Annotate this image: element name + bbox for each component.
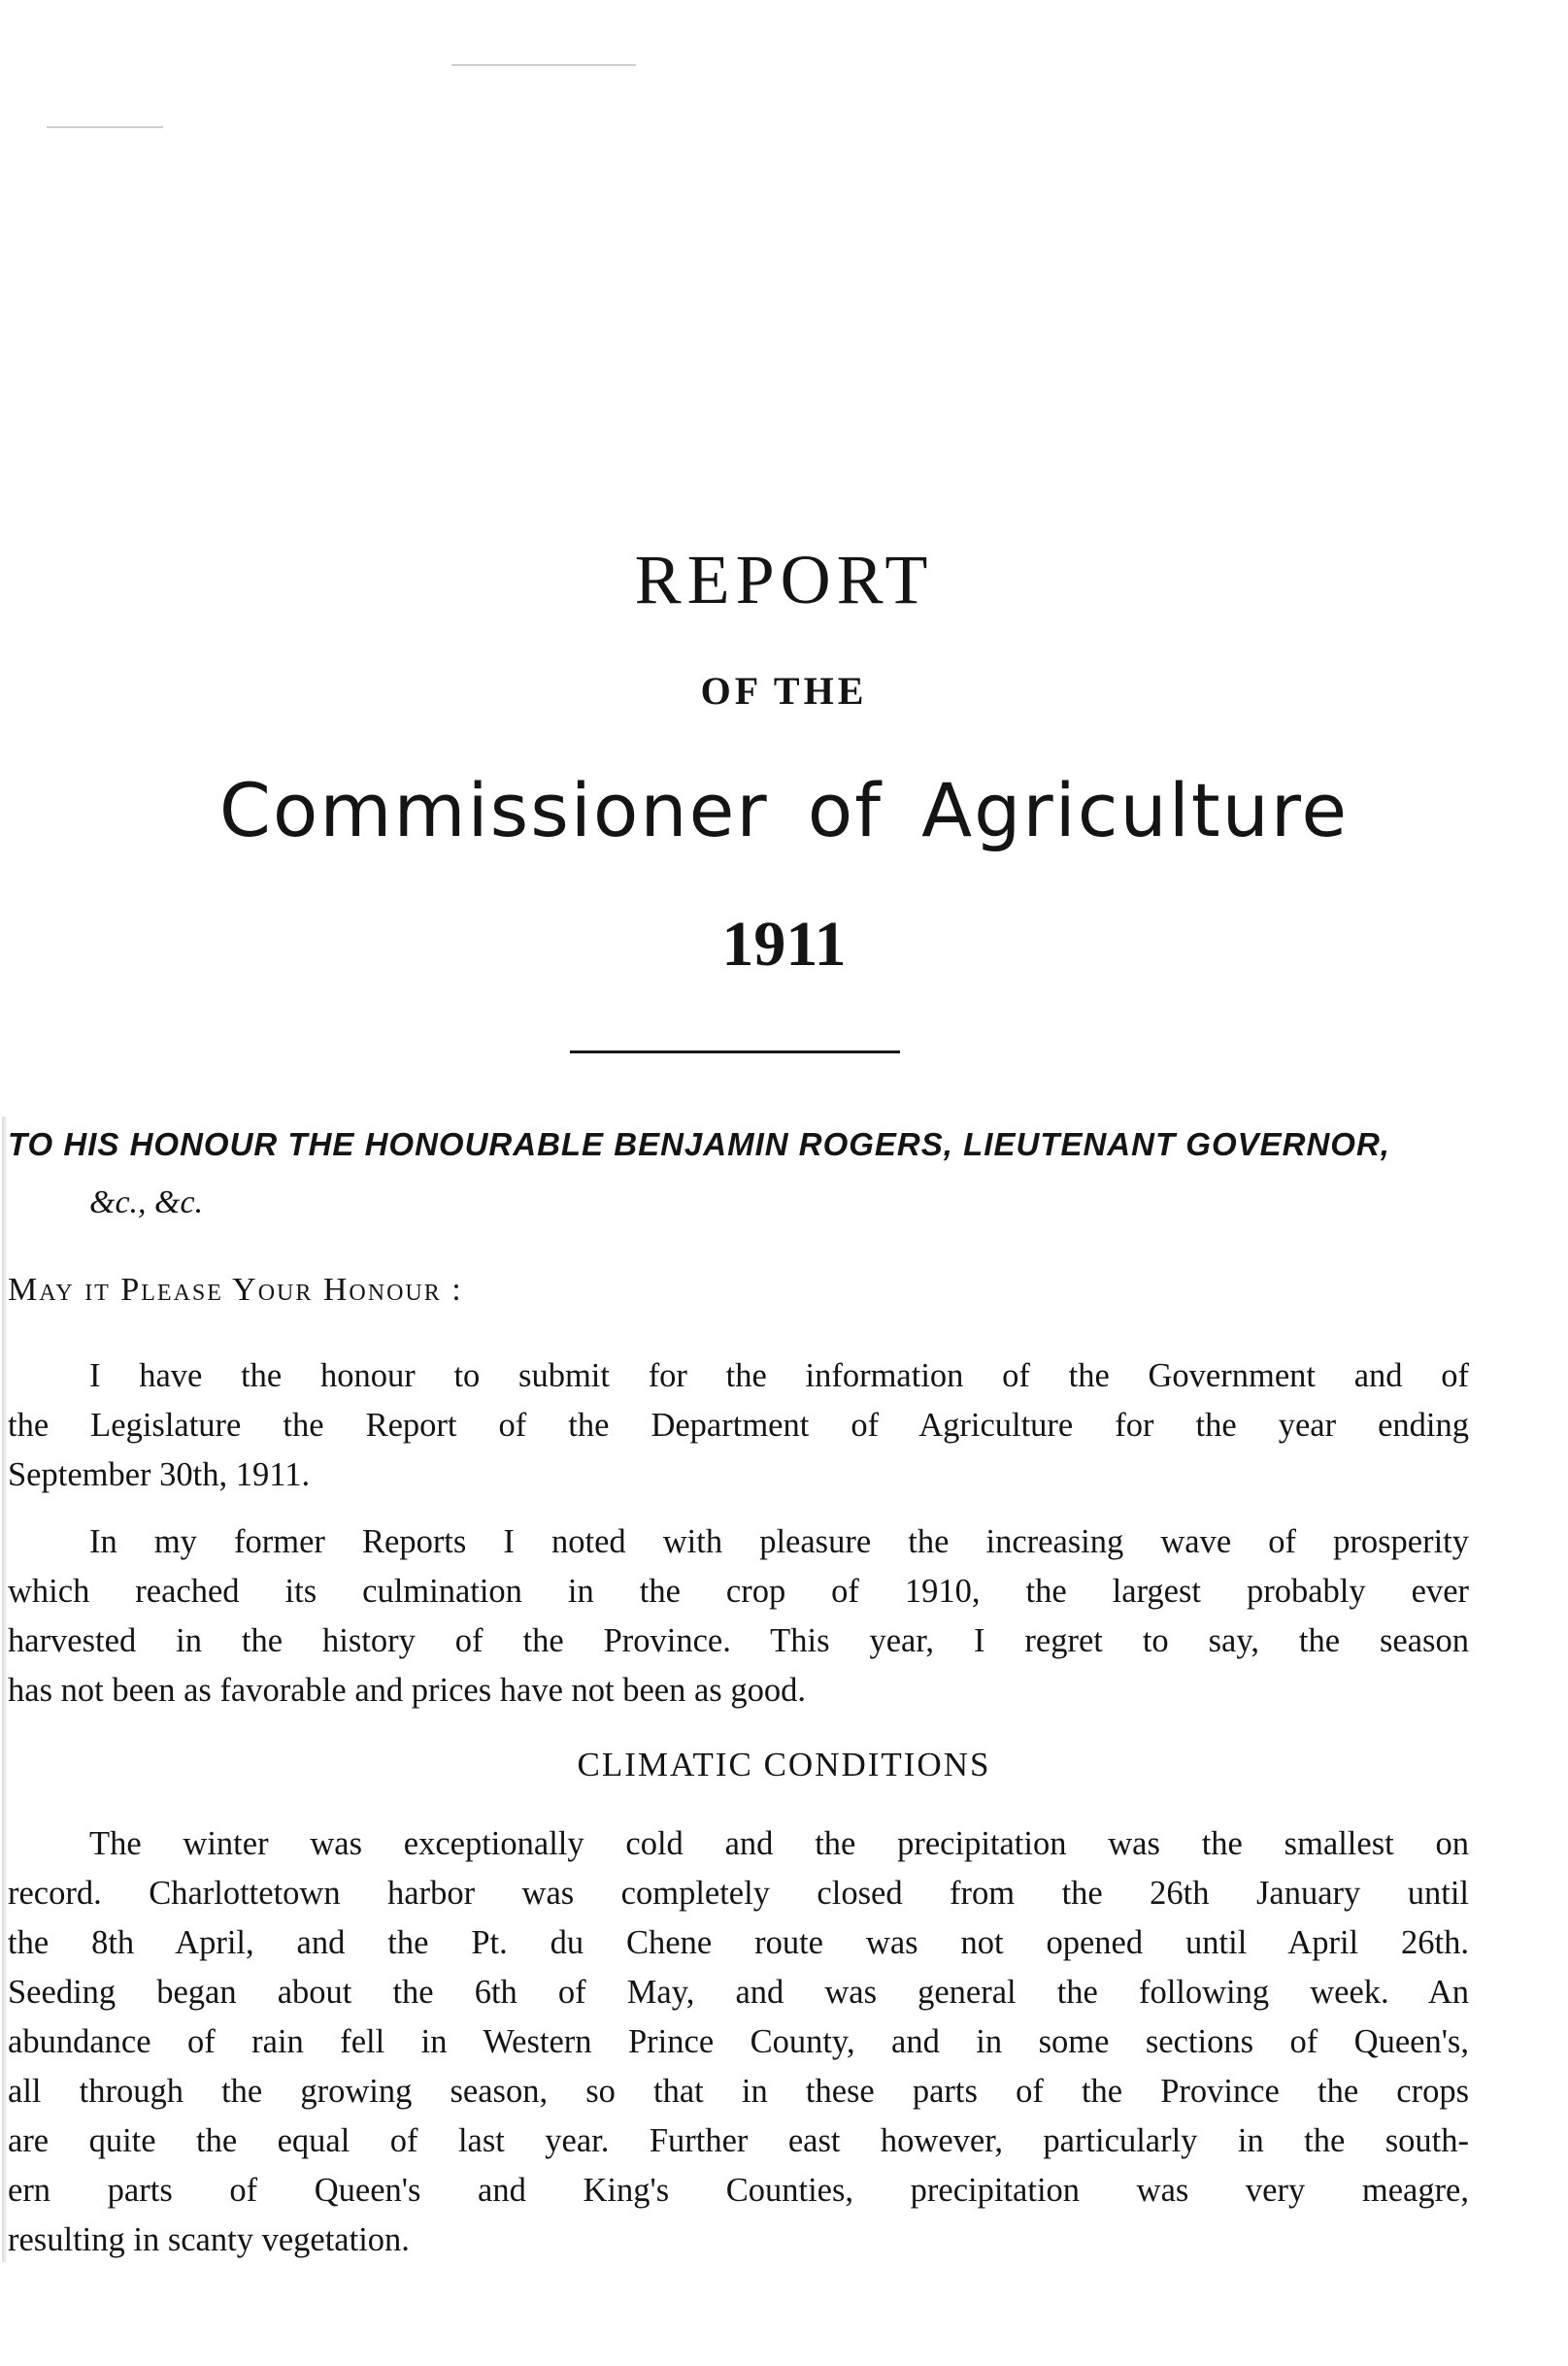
paragraph-climatic [8,1819,1469,2265]
title-report: REPORT [634,541,934,618]
paragraph-line: I have the honour to submit for the information of the Government and of [89,1357,1469,1394]
address-etc: &c., &c. [89,1184,204,1220]
paragraph-line: are quite the equal of last year. Further east however, particularly in the south- [8,2122,1469,2159]
title-of-the: OF THE [700,669,868,713]
paragraph-line: the 8th April, and the Pt. du Chene route was not opened until April 26th. [8,1924,1469,1961]
paragraph-submission [8,1351,1469,1500]
scan-mark-top [451,64,636,66]
paragraph-line: abundance of rain fell in Western Prince County, and in some sections of Queen's, [8,2023,1469,2060]
paragraph-line: September 30th, 1911. [8,1456,311,1493]
paragraph-prosperity [8,1517,1469,1716]
salutation: May it Please Your Honour : [8,1272,463,1308]
paragraph-line: all through the growing season, so that in these parts of the Province the crops [8,2073,1469,2110]
paragraph-line: which reached its culmination in the crop of 1910, the largest probably ever [8,1573,1469,1610]
paragraph-line: ern parts of Queen's and King's Counties, precipitation was very meagre, [8,2172,1469,2209]
section-heading-climatic: CLIMATIC CONDITIONS [577,1746,991,1783]
paragraph-line: the Legislature the Report of the Department of Agriculture for the year ending [8,1407,1469,1444]
paragraph-line: harvested in the history of the Province. This year, I regret to say, the season [8,1622,1469,1659]
title-rule-divider [570,1050,900,1053]
address-line: TO HIS HONOUR THE HONOURABLE BENJAMIN ROGERS, LIEUTENANT GOVERNOR, [8,1126,1390,1162]
paragraph-line: In my former Reports I noted with pleasure the increasing wave of prosperity [89,1523,1469,1560]
title-commissioner: Commissioner of Agriculture [218,767,1350,853]
paragraph-line: Seeding began about the 6th of May, and was general the following week. An [8,1974,1469,2011]
paragraph-line: record. Charlottetown harbor was completely closed from the 26th January until [8,1875,1469,1912]
paragraph-line: resulting in scanty vegetation. [8,2221,410,2258]
title-year: 1911 [721,909,847,980]
scan-mark-left [47,126,163,128]
paragraph-line: The winter was exceptionally cold and the precipitation was the smallest on [89,1825,1469,1862]
paragraph-line: has not been as favorable and prices have not been as good. [8,1672,806,1709]
